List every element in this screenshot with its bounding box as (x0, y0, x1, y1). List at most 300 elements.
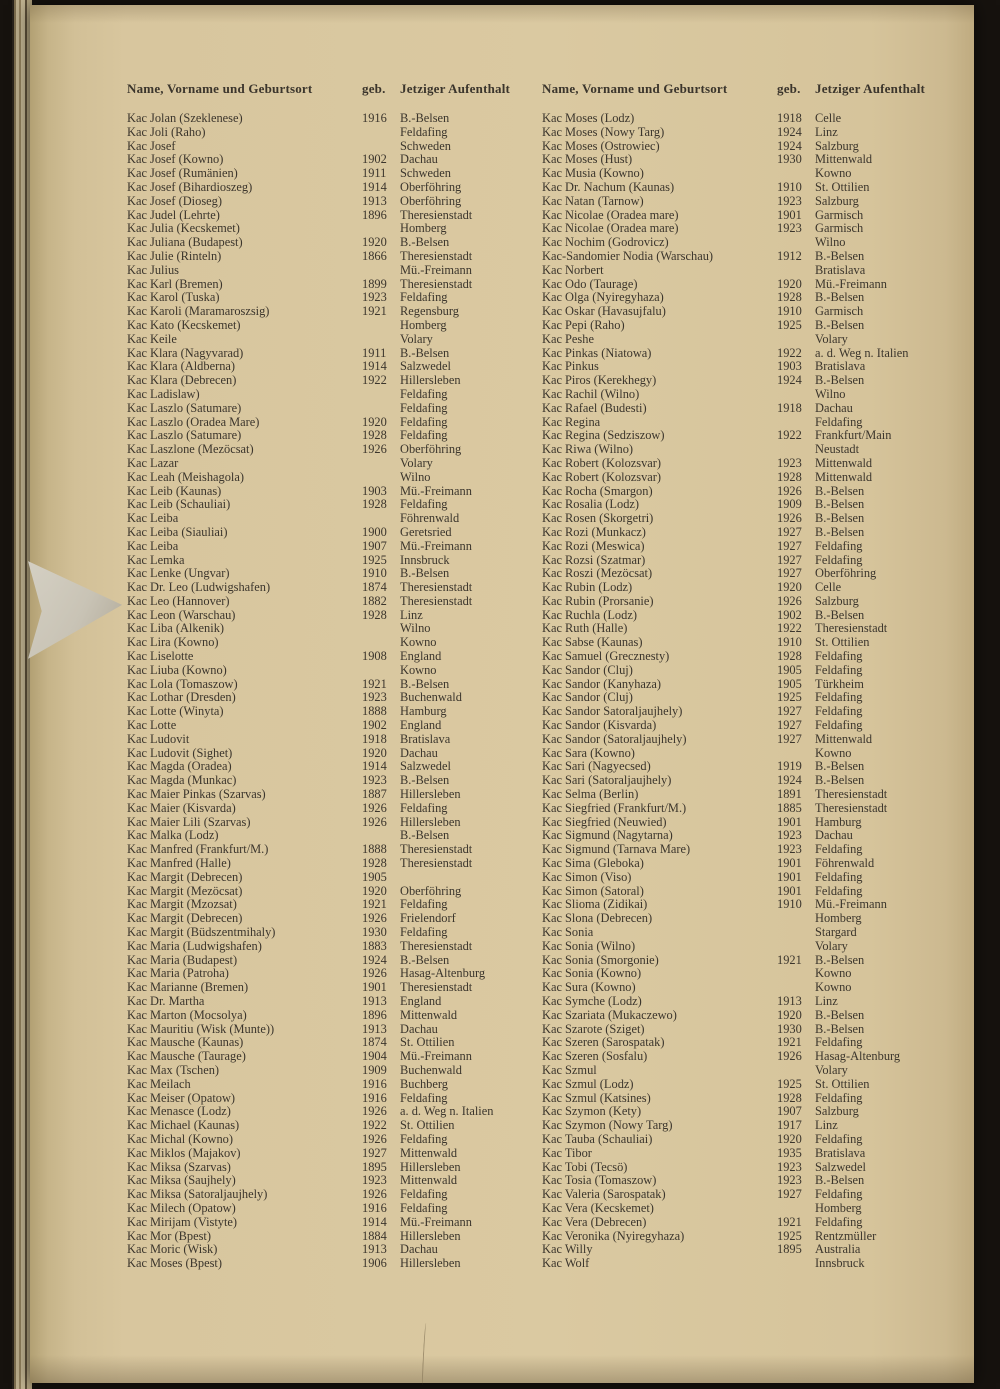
entry-name: Kac Sara (Kowno) (542, 745, 635, 760)
entry-residence: Theresienstadt (815, 621, 888, 636)
entry-birthyear (362, 471, 400, 485)
entry-name: Kac Szeren (Sarospatak) (542, 1035, 665, 1050)
table-row (542, 788, 947, 802)
entry-name: Kac Maria (Patroha) (127, 966, 229, 981)
entry-birthyear: 1888 (362, 704, 387, 719)
entry-birthyear (362, 264, 400, 278)
entry-residence: Salzburg (815, 193, 859, 208)
entry-birthyear: 1923 (777, 455, 802, 470)
entry-name: Kac Sari (Nagyecsed) (542, 759, 651, 774)
table-row (542, 554, 947, 568)
entry-residence: Föhrenwald (400, 511, 460, 526)
table-row (127, 788, 532, 802)
entry-residence (400, 871, 532, 885)
table-row (127, 1202, 532, 1216)
entry-name: Kac Robert (Kolozsvar) (542, 469, 662, 484)
entry-name: Kac Josef (Bihardioszeg) (127, 179, 253, 194)
entry-name: Kac Rachil (Wilno) (542, 386, 640, 401)
entry-birthyear (777, 1064, 815, 1078)
entry-residence: Dachau (400, 1242, 438, 1257)
table-row (542, 181, 947, 195)
entry-name: Kac Sandor (Kisvarda) (542, 718, 657, 733)
table-row (127, 1009, 532, 1023)
table-row (542, 457, 947, 471)
entry-birthyear: 1923 (362, 690, 387, 705)
entry-birthyear: 1901 (777, 856, 802, 871)
table-row (542, 595, 947, 609)
entry-birthyear: 1926 (362, 1104, 387, 1119)
entry-residence: B.-Belsen (815, 290, 865, 305)
entry-name: Kac Natan (Tarnow) (542, 193, 644, 208)
table-row (542, 1092, 947, 1106)
table-row (127, 1257, 532, 1271)
entry-name: Kac Michael (Kaunas) (127, 1118, 240, 1133)
entry-residence: B.-Belsen (815, 952, 865, 967)
entry-residence: B.-Belsen (400, 773, 450, 788)
table-row (127, 1050, 532, 1064)
entry-name: Kac Peshe (542, 331, 594, 346)
entry-birthyear: 1910 (777, 179, 802, 194)
table-row (542, 416, 947, 430)
table-row (542, 126, 947, 140)
entry-birthyear: 1910 (777, 897, 802, 912)
entry-name: Kac Rozsi (Szatmar) (542, 552, 646, 567)
table-row (542, 1188, 947, 1202)
table-row (542, 843, 947, 857)
entry-residence: Salzburg (815, 593, 859, 608)
entry-name: Kac Piros (Kerekhegy) (542, 373, 657, 388)
entry-residence: Neustadt (815, 442, 860, 457)
table-row (127, 512, 532, 526)
table-row (542, 981, 947, 995)
entry-name: Kac Sonia (542, 925, 594, 940)
table-row (542, 1023, 947, 1037)
entry-birthyear: 1927 (777, 1187, 802, 1202)
entry-residence: Feldafing (815, 538, 863, 553)
entry-name: Kac Liuba (Kowno) (127, 662, 227, 677)
table-row (127, 581, 532, 595)
table-row (127, 333, 532, 347)
table-row (542, 774, 947, 788)
table-row (127, 250, 532, 264)
entry-residence: Dachau (400, 745, 438, 760)
entry-birthyear: 1902 (362, 718, 387, 733)
table-row (127, 209, 532, 223)
entry-residence: Innsbruck (815, 1256, 865, 1271)
table-row (542, 429, 947, 443)
table-row (542, 195, 947, 209)
entry-birthyear: 1926 (362, 911, 387, 926)
entry-residence: B.-Belsen (400, 235, 450, 250)
entry-name: Kac Juliana (Budapest) (127, 235, 243, 250)
entry-residence: Oberföhring (815, 566, 877, 581)
table-row (542, 374, 947, 388)
entry-residence: Theresienstadt (815, 787, 888, 802)
entry-birthyear: 1891 (777, 787, 802, 802)
entry-name: Kac Moses (Hust) (542, 152, 633, 167)
entry-birthyear: 1926 (362, 442, 387, 457)
entry-birthyear: 1913 (362, 1242, 387, 1257)
entry-residence: Salzwedel (815, 1159, 866, 1174)
table-row (542, 485, 947, 499)
entry-name: Kac Klara (Nagyvarad) (127, 345, 244, 360)
entry-birthyear (777, 912, 815, 926)
table-row (127, 926, 532, 940)
entry-birthyear (362, 402, 400, 416)
entry-residence: Bratislava (815, 1145, 866, 1160)
entry-birthyear: 1888 (362, 842, 387, 857)
table-row (542, 402, 947, 416)
entry-residence: B.-Belsen (815, 1173, 865, 1188)
entry-name: Kac Sandor (Cluj) (542, 690, 633, 705)
entry-birthyear: 1924 (777, 138, 802, 153)
entry-birthyear: 1928 (362, 856, 387, 871)
entry-name: Kac Szeren (Sosfalu) (542, 1049, 648, 1064)
entry-birthyear: 1927 (777, 718, 802, 733)
entry-birthyear: 1921 (777, 1035, 802, 1050)
entry-name: Kac Ludovit (127, 731, 190, 746)
entry-birthyear: 1920 (777, 276, 802, 291)
table-row (542, 1174, 947, 1188)
entry-birthyear: 1922 (362, 1118, 387, 1133)
entry-name: Kac Samuel (Grecznesty) (542, 649, 670, 664)
table-row (127, 291, 532, 305)
entry-name: Kac Leib (Schauliai) (127, 497, 231, 512)
entry-name: Kac Sonia (Wilno) (542, 938, 636, 953)
entry-residence: Feldafing (400, 925, 448, 940)
table-row (542, 650, 947, 664)
table-row (542, 319, 947, 333)
entry-birthyear (362, 222, 400, 236)
table-row (127, 967, 532, 981)
entry-residence: Garmisch (815, 221, 864, 236)
entry-name: Kac Riwa (Wilno) (542, 442, 634, 457)
entry-residence: Kowno (815, 745, 852, 760)
table-row (542, 926, 947, 940)
entry-birthyear: 1901 (777, 814, 802, 829)
entry-residence: Feldafing (400, 1090, 448, 1105)
entry-birthyear: 1901 (777, 207, 802, 222)
table-row (542, 167, 947, 181)
entry-birthyear (362, 140, 400, 154)
entry-residence: Feldafing (815, 883, 863, 898)
entry-residence: Bratislava (815, 359, 866, 374)
entry-birthyear: 1910 (362, 566, 387, 581)
entry-name: Kac Dr. Martha (127, 994, 205, 1008)
entry-residence: Innsbruck (400, 552, 450, 567)
entry-birthyear: 1922 (777, 621, 802, 636)
entry-name: Kac Rubin (Lodz) (542, 580, 633, 595)
entry-birthyear: 1914 (362, 179, 387, 194)
table-row (127, 1036, 532, 1050)
table-row (127, 402, 532, 416)
page-content (127, 81, 948, 1271)
entry-birthyear: 1926 (362, 966, 387, 981)
entry-residence: Mittenwald (815, 152, 873, 167)
scan-artifact-clip (28, 557, 126, 661)
table-row (127, 857, 532, 871)
entry-residence: Linz (815, 1118, 838, 1133)
table-row (127, 416, 532, 430)
table-row (127, 181, 532, 195)
entry-name: Kac Meiser (Opatow) (127, 1090, 236, 1105)
entry-name: Kac Oskar (Havasujfalu) (542, 304, 666, 319)
entry-name: Kac Malka (Lodz) (127, 828, 219, 843)
entry-residence: Volary (815, 938, 848, 953)
entry-residence: Feldafing (815, 869, 863, 884)
table-row (542, 1147, 947, 1161)
entry-residence: Mittenwald (815, 469, 873, 484)
table-row (542, 678, 947, 692)
entry-name: Kac Klara (Debrecen) (127, 373, 237, 388)
entry-name: Kac Milech (Opatow) (127, 1200, 236, 1215)
entry-name: Kac Ladislaw) (127, 386, 200, 401)
entry-residence: Hillersleben (400, 814, 461, 829)
entry-name: Kac Leah (Meishagola) (127, 469, 244, 484)
table-row (127, 567, 532, 581)
entry-birthyear: 1920 (777, 1131, 802, 1146)
entry-residence: Dachau (815, 400, 853, 415)
entry-birthyear (777, 333, 815, 347)
entry-birthyear (362, 664, 400, 678)
entry-birthyear: 1902 (777, 607, 802, 622)
table-row (542, 967, 947, 981)
entry-residence: Salzwedel (400, 759, 451, 774)
entry-name: Kac Olga (Nyiregyhaza) (542, 290, 664, 305)
entry-residence: Feldafing (815, 1187, 863, 1202)
table-row (127, 940, 532, 954)
entry-birthyear: 1917 (777, 1118, 802, 1133)
entry-birthyear (777, 443, 815, 457)
entry-residence: Salzburg (815, 1104, 859, 1119)
entry-name: Kac Mor (Bpest) (127, 1228, 211, 1243)
entry-name: Kac Marton (Mocsolya) (127, 1007, 247, 1022)
entry-residence: Dachau (400, 152, 438, 167)
table-row (542, 540, 947, 554)
entry-residence: Buchberg (400, 1076, 448, 1091)
entry-name: Kac Rocha (Smargon) (542, 483, 653, 498)
entry-residence: Hillersleben (400, 1159, 461, 1174)
header-aufenthalt-label: Jetziger Aufenthalt (400, 81, 511, 96)
table-row (542, 388, 947, 402)
table-row (127, 995, 532, 1009)
entry-residence: Schweden (400, 166, 451, 181)
entry-residence: St. Ottilien (400, 1118, 455, 1133)
entry-name: Kac Nicolae (Oradea mare) (542, 221, 679, 236)
entry-birthyear: 1884 (362, 1228, 387, 1243)
table-row (542, 498, 947, 512)
entry-name: Kac Lira (Kowno) (127, 635, 219, 650)
entry-residence: Feldafing (400, 124, 448, 139)
entry-residence: Volary (400, 455, 433, 470)
entry-name: Kac Sandor (Kanyhaza) (542, 676, 662, 691)
entry-name: Kac Leiba (127, 511, 179, 526)
entry-birthyear: 1919 (777, 759, 802, 774)
entry-birthyear: 1899 (362, 276, 387, 291)
entry-birthyear: 1925 (777, 317, 802, 332)
table-row (542, 291, 947, 305)
entry-residence: Feldafing (400, 428, 448, 443)
entry-birthyear: 1896 (362, 207, 387, 222)
entry-birthyear: 1924 (777, 773, 802, 788)
table-row (127, 360, 532, 374)
table-row (542, 1133, 947, 1147)
entry-residence: Mü.-Freimann (400, 538, 472, 553)
table-row (542, 250, 947, 264)
entry-birthyear: 1896 (362, 1007, 387, 1022)
entry-name: Kac Vera (Kecskemet) (542, 1200, 654, 1215)
entry-name: Kac Kato (Kecskemet) (127, 317, 241, 332)
entry-list-right (542, 112, 947, 1271)
entry-name: Kac Menasce (Lodz) (127, 1104, 231, 1119)
entry-name: Kac Jolan (Szeklenese) (127, 111, 243, 125)
entry-residence: England (400, 994, 442, 1008)
table-row (542, 816, 947, 830)
table-row (127, 388, 532, 402)
entry-birthyear: 1905 (777, 676, 802, 691)
entry-birthyear: 1925 (777, 1076, 802, 1091)
table-row (127, 691, 532, 705)
entry-birthyear: 1930 (362, 925, 387, 940)
table-row (542, 719, 947, 733)
entry-name: Kac Margit (Büdszentmihaly) (127, 925, 276, 940)
entry-birthyear: 1908 (362, 649, 387, 664)
table-row (542, 360, 947, 374)
entry-name: Kac Miksa (Saujhely) (127, 1173, 236, 1188)
entry-residence: Celle (815, 580, 842, 595)
entry-residence: Kowno (400, 662, 437, 677)
entry-residence: Mittenwald (400, 1007, 458, 1022)
entry-birthyear: 1916 (362, 1090, 387, 1105)
entry-residence: Theresienstadt (400, 580, 473, 595)
entry-birthyear: 1925 (777, 690, 802, 705)
header-name-label: Name, Vorname und Geburtsort (542, 81, 728, 96)
entry-name: Kac Lola (Tomaszow) (127, 676, 238, 691)
entry-birthyear: 1925 (777, 1228, 802, 1243)
entry-birthyear: 1885 (777, 800, 802, 815)
table-row (127, 595, 532, 609)
entry-name: Kac Simon (Viso) (542, 869, 632, 884)
entry-residence: Feldafing (815, 1090, 863, 1105)
entry-residence: Stargard (815, 925, 857, 940)
table-row (127, 319, 532, 333)
entry-residence: St. Ottilien (815, 179, 870, 194)
table-row (127, 843, 532, 857)
entry-residence: Volary (815, 331, 848, 346)
entry-residence: Feldafing (815, 552, 863, 567)
entry-name: Kac Dr. Nachum (Kaunas) (542, 179, 675, 194)
entry-birthyear: 1916 (362, 1076, 387, 1091)
table-row (542, 1230, 947, 1244)
entry-residence: B.-Belsen (400, 345, 450, 360)
entry-residence: Feldafing (815, 718, 863, 733)
entry-birthyear: 1913 (362, 1021, 387, 1036)
entry-name: Kac Regina (Sedziszow) (542, 428, 665, 443)
entry-residence: St. Ottilien (400, 1035, 455, 1050)
table-row (127, 471, 532, 485)
entry-birthyear: 1916 (362, 111, 387, 125)
table-row (127, 898, 532, 912)
entry-birthyear: 1920 (362, 235, 387, 250)
entry-residence: Linz (815, 124, 838, 139)
entry-birthyear: 1924 (777, 124, 802, 139)
table-row (127, 485, 532, 499)
entry-birthyear: 1924 (362, 952, 387, 967)
table-row (542, 512, 947, 526)
entry-birthyear: 1924 (777, 373, 802, 388)
table-row (127, 140, 532, 154)
entry-birthyear: 1912 (777, 248, 802, 263)
entry-name: Kac Nicolae (Oradea mare) (542, 207, 679, 222)
entry-name: Kac Regina (542, 414, 601, 429)
entry-name: Kac Nochim (Godrovicz) (542, 235, 669, 250)
table-row (542, 1202, 947, 1216)
table-row (127, 747, 532, 761)
entry-birthyear: 1911 (362, 166, 387, 181)
entry-birthyear: 1901 (777, 869, 802, 884)
table-row (127, 443, 532, 457)
entry-name: Kac Karol (Tuska) (127, 290, 220, 305)
entry-name: Kac Laszlone (Mezöcsat) (127, 442, 254, 457)
table-row (542, 898, 947, 912)
entry-name: Kac Magda (Munkac) (127, 773, 237, 788)
header-aufenthalt-label: Jetziger Aufenthalt (815, 81, 926, 96)
entry-birthyear: 1926 (777, 593, 802, 608)
entry-name: Kac Margit (Mezöcsat) (127, 883, 243, 898)
table-row (127, 954, 532, 968)
table-row (127, 526, 532, 540)
table-row (127, 112, 532, 126)
entry-residence: Regensburg (400, 304, 459, 319)
entry-name: Kac Miklos (Majakov) (127, 1145, 241, 1160)
entry-birthyear: 1927 (777, 552, 802, 567)
table-row (542, 140, 947, 154)
entry-residence: Mittenwald (815, 455, 873, 470)
table-row (127, 802, 532, 816)
table-row (542, 691, 947, 705)
entry-name: Kac Vera (Debrecen) (542, 1214, 647, 1229)
entry-residence: Salzburg (815, 138, 859, 153)
entry-name: Kac Lenke (Ungvar) (127, 566, 230, 581)
entry-name: Kac Miksa (Satoraljaujhely) (127, 1187, 268, 1202)
entry-name: Kac Moses (Bpest) (127, 1256, 222, 1271)
table-row (542, 264, 947, 278)
entry-residence: B.-Belsen (815, 248, 865, 263)
entry-name: Kac Magda (Oradea) (127, 759, 232, 774)
entry-birthyear: 1920 (362, 883, 387, 898)
table-row (127, 733, 532, 747)
entry-name: Kac Marianne (Bremen) (127, 980, 249, 995)
entry-residence: Kowno (815, 966, 852, 981)
table-row (127, 705, 532, 719)
table-row (542, 871, 947, 885)
table-row (127, 1064, 532, 1078)
paper-page (30, 5, 974, 1383)
entry-residence: Hillersleben (400, 1228, 461, 1243)
entry-birthyear (362, 457, 400, 471)
table-row (542, 1119, 947, 1133)
table-row (542, 526, 947, 540)
entry-residence: Australia (815, 1242, 861, 1257)
entry-residence: Bratislava (815, 262, 866, 277)
entry-name: Kac Laszlo (Satumare) (127, 400, 242, 415)
entry-birthyear: 1923 (362, 773, 387, 788)
entry-name: Kac Maria (Budapest) (127, 952, 238, 967)
entry-name: Kac Musia (Kowno) (542, 166, 644, 181)
table-row (127, 195, 532, 209)
table-row (127, 650, 532, 664)
entry-name: Kac Julia (Kecskemet) (127, 221, 240, 236)
